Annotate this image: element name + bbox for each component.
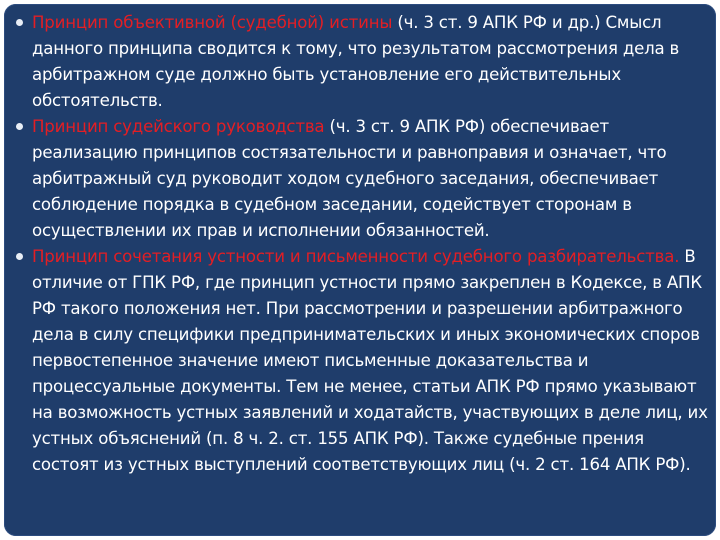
principle-title: Принцип сочетания устности и письменности судебного разбирательства. [32, 247, 680, 266]
principle-item-oral-written [14, 244, 708, 478]
slide-content [14, 10, 708, 478]
principle-title: Принцип судейского руководства [32, 117, 325, 136]
bullet-icon [16, 253, 23, 260]
principle-item-judicial-guidance [14, 114, 708, 244]
bullet-icon [16, 19, 23, 26]
principle-text: (ч. 3 ст. 9 АПК РФ и др.) Смысл данного принципа сводится к тому, что результатом рассмотрения дела в арбитражном суде должно быть установление его действительных обстоятельств. [32, 13, 680, 110]
principle-item-objective-truth [14, 10, 708, 114]
principle-text: В отличие от ГПК РФ, где принцип устности прямо закреплен в Кодексе, в АПК РФ такого положения нет. При рассмотрении и разрешении арбитражного дела в силу специфики предпринимательских и иных экономических споров первостепенное значение имеют письменные доказательства и процессуальные документы. Тем не менее, статьи АПК РФ прямо указывают на возможность устных заявлений и ходатайств, участвующих в деле лиц, их устных объяснений (п. 8 ч. 2. ст. 155 АПК РФ). Также судебные прения состоят из устных выступлений соответствующих лиц (ч. 2 ст. 164 АПК РФ). [32, 247, 708, 474]
bullet-icon [16, 123, 23, 130]
principle-title: Принцип объективной (судебной) истины [32, 13, 393, 32]
slide [4, 4, 716, 536]
principle-text: (ч. 3 ст. 9 АПК РФ) обеспечивает реализацию принципов состязательности и равноправия и означает, что арбитражный суд руководит ходом судебного заседания, обеспечивает соблюдение порядка в судебном заседании, содействует сторонам в осуществлении их прав и исполнении обязанностей. [32, 117, 667, 240]
